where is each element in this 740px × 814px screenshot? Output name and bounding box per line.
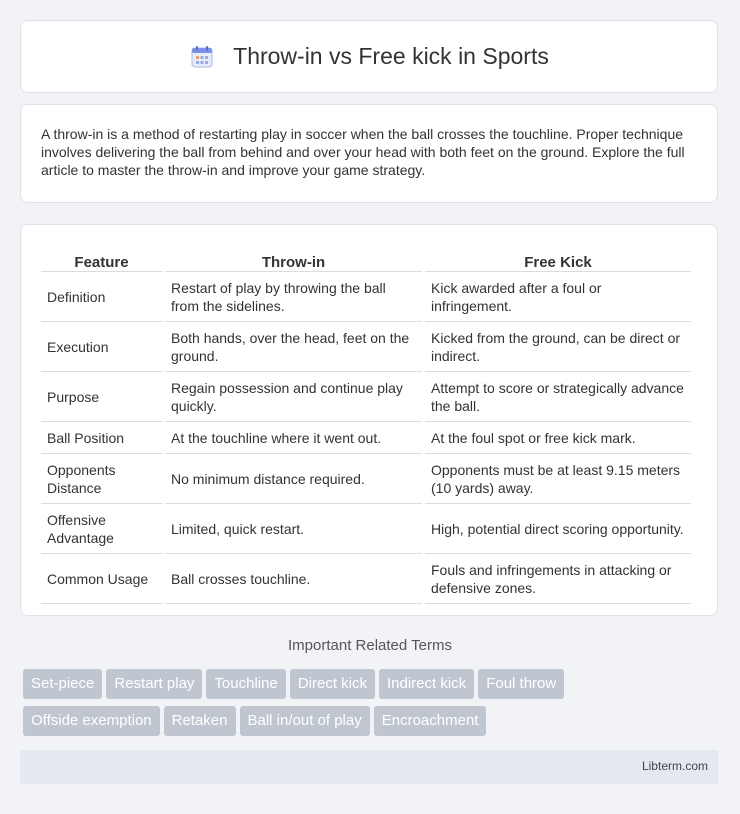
footer: [20, 750, 718, 784]
table-row: [41, 322, 691, 372]
table-row: [41, 372, 691, 422]
tag-encroachment[interactable]: Encroachment: [374, 706, 487, 736]
free-kick-cell: At the foul spot or free kick mark.: [425, 422, 691, 454]
comparison-table: [38, 245, 694, 604]
table-row: [41, 454, 691, 504]
tag-ball-in-out-of-play[interactable]: Ball in/out of play: [240, 706, 370, 736]
title-wrap: [189, 43, 549, 70]
tag-foul-throw[interactable]: Foul throw: [478, 669, 564, 699]
related-tags: [23, 669, 723, 743]
free-kick-cell: High, potential direct scoring opportunity.: [425, 504, 691, 554]
feature-cell: Opponents Distance: [41, 454, 162, 504]
header-free-kick: Free Kick: [425, 245, 691, 272]
free-kick-cell: Fouls and infringements in attacking or defensive zones.: [425, 554, 691, 604]
feature-cell: Execution: [41, 322, 162, 372]
page-title: Throw-in vs Free kick in Sports: [233, 43, 549, 69]
tag-restart-play[interactable]: Restart play: [106, 669, 202, 699]
free-kick-cell: Opponents must be at least 9.15 meters (10 yards) away.: [425, 454, 691, 504]
throw-in-cell: Ball crosses touchline.: [165, 554, 422, 604]
table-row: [41, 504, 691, 554]
table-row: [41, 422, 691, 454]
feature-cell: Offensive Advantage: [41, 504, 162, 554]
free-kick-cell: Kick awarded after a foul or infringement.: [425, 272, 691, 322]
free-kick-cell: Attempt to score or strategically advance the ball.: [425, 372, 691, 422]
title-card: [20, 20, 718, 93]
feature-cell: Ball Position: [41, 422, 162, 454]
tag-retaken[interactable]: Retaken: [164, 706, 236, 736]
table-row: [41, 554, 691, 604]
related-terms-title: Important Related Terms: [288, 637, 452, 654]
throw-in-cell: At the touchline where it went out.: [165, 422, 422, 454]
free-kick-cell: Kicked from the ground, can be direct or indirect.: [425, 322, 691, 372]
intro-card: [20, 104, 718, 203]
table-row: [41, 272, 691, 322]
tag-set-piece[interactable]: Set-piece: [23, 669, 102, 699]
throw-in-cell: Both hands, over the head, feet on the ground.: [165, 322, 422, 372]
throw-in-cell: Restart of play by throwing the ball from the sidelines.: [165, 272, 422, 322]
table-header-row: [41, 245, 691, 272]
comparison-card: [20, 224, 718, 616]
throw-in-cell: No minimum distance required.: [165, 454, 422, 504]
feature-cell: Purpose: [41, 372, 162, 422]
tag-touchline[interactable]: Touchline: [206, 669, 285, 699]
header-throw-in: Throw-in: [165, 245, 422, 272]
footer-link[interactable]: Libterm.com: [641, 759, 708, 773]
intro-text: A throw-in is a method of restarting play in soccer when the ball crosses the touchline. Proper technique involves delivering the ball from behind and over your head with both feet on the ground. Explore the full article to master the throw-in and improve your game strategy.: [41, 126, 685, 178]
throw-in-cell: Limited, quick restart.: [165, 504, 422, 554]
tag-direct-kick[interactable]: Direct kick: [290, 669, 375, 699]
feature-cell: Common Usage: [41, 554, 162, 604]
header-feature: Feature: [41, 245, 162, 272]
feature-cell: Definition: [41, 272, 162, 322]
calendar-icon: [189, 44, 215, 70]
tag-offside-exemption[interactable]: Offside exemption: [23, 706, 160, 736]
tag-indirect-kick[interactable]: Indirect kick: [379, 669, 474, 699]
throw-in-cell: Regain possession and continue play quickly.: [165, 372, 422, 422]
